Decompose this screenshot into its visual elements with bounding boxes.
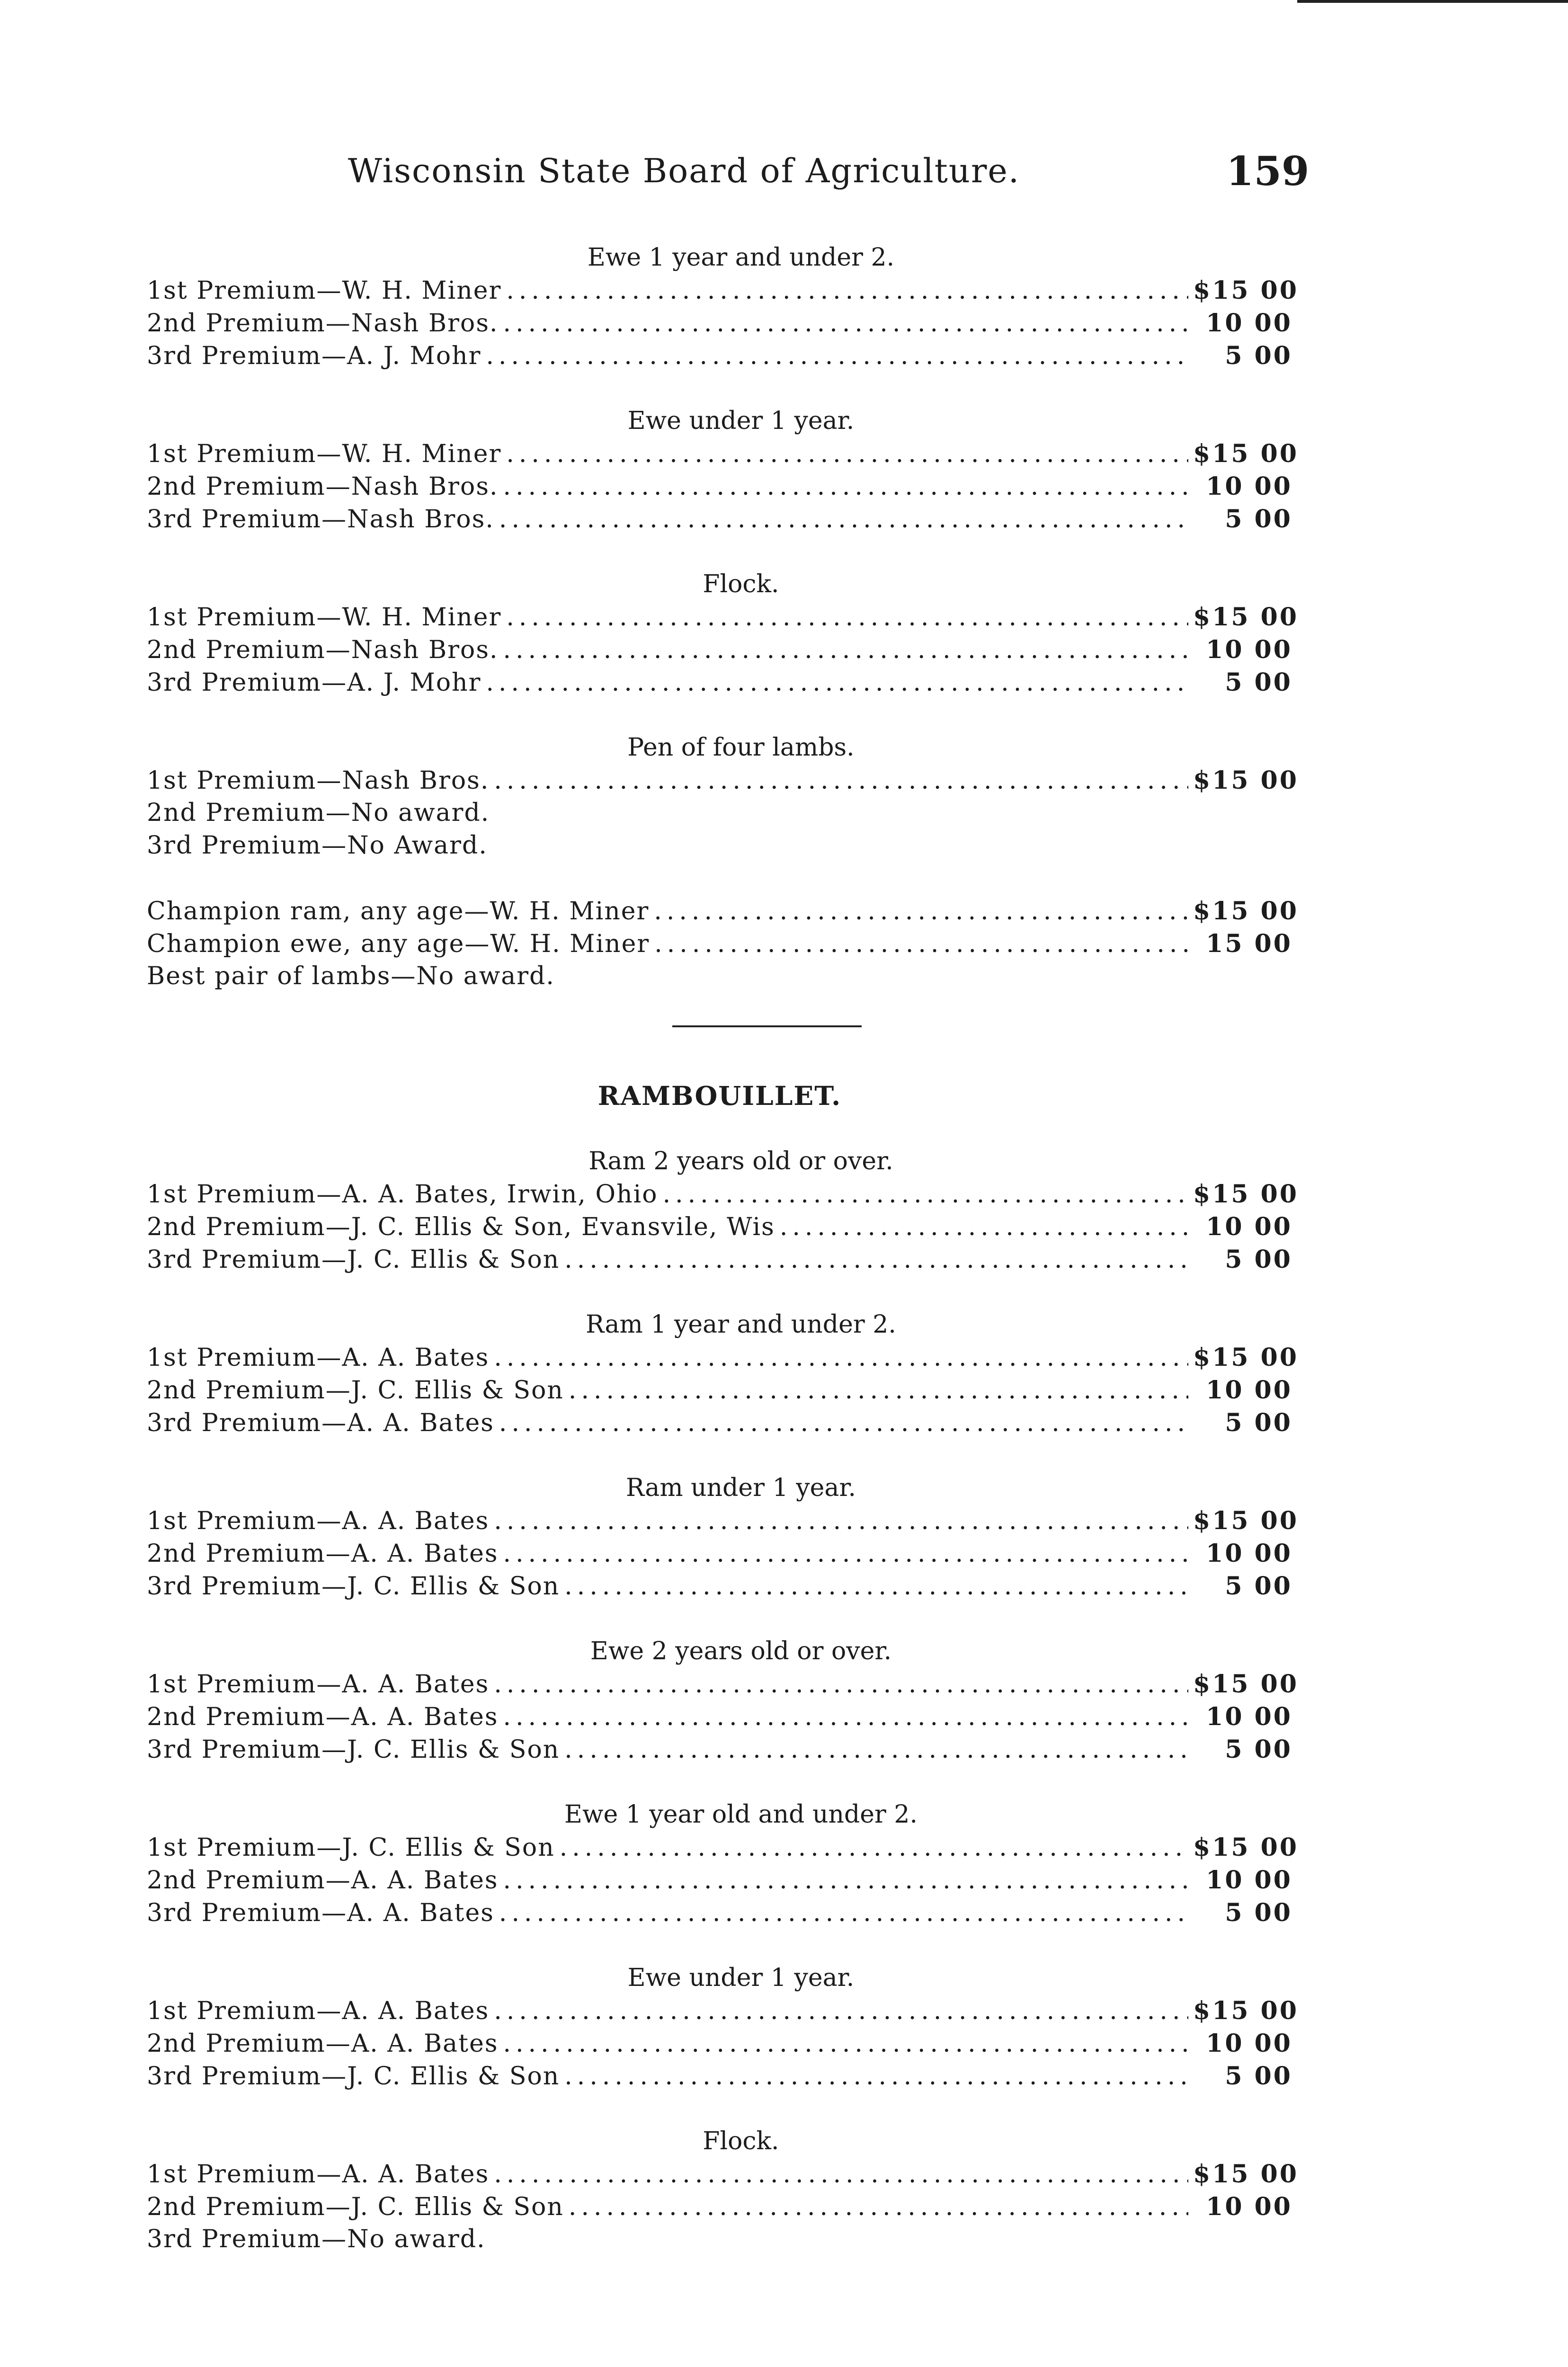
award-category: [147, 1472, 1299, 1602]
award-category: [147, 2125, 1299, 2256]
award-row: [147, 895, 1299, 927]
dot-leader: [503, 1701, 1188, 1734]
award-amount: $15 00: [1193, 603, 1299, 632]
award-row: [147, 2190, 1292, 2223]
award-label: 2nd Premium—J. C. Ellis & Son: [147, 1376, 564, 1405]
award-category: [147, 1145, 1299, 1276]
award-row: [147, 437, 1299, 470]
award-amount: $15 00: [1193, 766, 1299, 795]
page-number: 159: [1226, 148, 1310, 195]
award-category: [147, 1635, 1299, 1766]
award-amount: 10 00: [1206, 1212, 1292, 1241]
dot-leader: [486, 340, 1189, 373]
award-amount: $15 00: [1193, 1506, 1299, 1535]
dot-leader: [503, 1538, 1188, 1570]
dot-leader: [499, 503, 1188, 536]
award-amount: 5 00: [1225, 341, 1292, 370]
award-amount: 5 00: [1225, 2062, 1292, 2091]
award-amount: 10 00: [1206, 472, 1292, 501]
award-label: 1st Premium—A. A. Bates, Irwin, Ohio: [147, 1180, 658, 1209]
award-label: 3rd Premium—J. C. Ellis & Son: [147, 2062, 560, 2091]
award-label: 3rd Premium—No Award.: [147, 831, 488, 860]
dot-leader: [494, 765, 1188, 797]
award-label: 3rd Premium—J. C. Ellis & Son: [147, 1572, 560, 1601]
dot-leader: [499, 1897, 1188, 1930]
dot-leader: [569, 2191, 1188, 2224]
award-row: [147, 339, 1292, 372]
award-label: Best pair of lambs—No award.: [147, 962, 555, 990]
award-row: [147, 307, 1292, 339]
award-row: [147, 1994, 1299, 2027]
award-amount: $15 00: [1193, 276, 1299, 305]
category-title: Ram 1 year and under 2.: [586, 1310, 896, 1339]
award-label: Champion ram, any age—W. H. Miner: [147, 897, 650, 925]
award-row: [147, 503, 1292, 535]
award-category: [147, 405, 1299, 535]
award-label: 3rd Premium—A. J. Mohr: [147, 668, 481, 697]
award-amount: 10 00: [1206, 1376, 1292, 1405]
award-row: [147, 274, 1299, 307]
award-row: [147, 1243, 1292, 1276]
award-row: [147, 2060, 1292, 2092]
dot-leader: [503, 2028, 1188, 2060]
section-spacer: [147, 1112, 1292, 1145]
award-amount: $15 00: [1193, 1180, 1299, 1209]
dot-leader: [494, 1342, 1188, 1374]
award-amount: 10 00: [1206, 2029, 1292, 2058]
dot-leader: [663, 1178, 1188, 1211]
award-row: [147, 1406, 1292, 1439]
award-row: [147, 1896, 1292, 1929]
dot-leader: [560, 1832, 1188, 1864]
award-label: 1st Premium—A. A. Bates: [147, 1997, 490, 2025]
award-amount: $15 00: [1193, 1996, 1299, 2025]
award-label: 1st Premium—A. A. Bates: [147, 2160, 490, 2189]
award-amount: $15 00: [1193, 897, 1299, 925]
award-row: [147, 1178, 1299, 1210]
award-row: [147, 666, 1292, 699]
document-body: [147, 241, 1299, 2288]
category-title: Ewe under 1 year.: [627, 407, 855, 435]
award-label: 2nd Premium—A. A. Bates: [147, 1866, 499, 1895]
award-amount: 5 00: [1225, 1572, 1292, 1601]
award-row: [147, 1341, 1299, 1374]
award-label: 3rd Premium—Nash Bros.: [147, 505, 494, 534]
award-row: [147, 1210, 1292, 1243]
award-label: 1st Premium—W. H. Miner: [147, 440, 502, 468]
award-label: 2nd Premium—J. C. Ellis & Son, Evansvile, Wis: [147, 1213, 775, 1241]
award-label: 3rd Premium—No award.: [147, 2225, 486, 2253]
award-row: [147, 2158, 1299, 2190]
award-row: [147, 960, 1292, 993]
award-amount: 5 00: [1225, 1735, 1292, 1764]
shropshire-continued-awards: [147, 241, 1299, 862]
award-amount: 10 00: [1206, 635, 1292, 664]
award-row: [147, 2027, 1292, 2060]
award-amount: $15 00: [1193, 439, 1299, 468]
category-title: Ram 2 years old or over.: [588, 1147, 893, 1175]
dot-leader: [503, 634, 1188, 667]
award-category: [147, 1798, 1299, 1929]
dot-leader: [503, 471, 1188, 503]
award-row: [147, 1831, 1299, 1864]
award-amount: 10 00: [1206, 309, 1292, 338]
dot-leader: [564, 1570, 1188, 1603]
award-category: [147, 1308, 1299, 1439]
dot-leader: [780, 1211, 1188, 1244]
award-row: [147, 470, 1292, 503]
dot-leader: [654, 895, 1188, 928]
award-row: [147, 1504, 1299, 1537]
award-label: 3rd Premium—A. A. Bates: [147, 1409, 494, 1437]
award-amount: $15 00: [1193, 1833, 1299, 1862]
award-row: [147, 1733, 1292, 1766]
award-category: [147, 568, 1299, 699]
award-amount: $15 00: [1193, 1343, 1299, 1372]
award-row: [147, 1374, 1292, 1406]
award-label: 2nd Premium—A. A. Bates: [147, 2029, 499, 2058]
award-amount: 5 00: [1225, 505, 1292, 534]
award-row: [147, 1537, 1292, 1570]
award-label: 3rd Premium—A. A. Bates: [147, 1899, 494, 1927]
champion-awards: [147, 895, 1299, 993]
dot-leader: [503, 1864, 1188, 1897]
award-amount: 10 00: [1206, 1702, 1292, 1731]
dot-leader: [564, 2060, 1188, 2093]
award-label: 2nd Premium—A. A. Bates: [147, 1703, 499, 1731]
award-row: [147, 797, 1292, 829]
award-amount: 10 00: [1206, 2192, 1292, 2221]
award-label: 1st Premium—A. A. Bates: [147, 1670, 490, 1699]
category-title: Ewe 2 years old or over.: [590, 1637, 892, 1665]
award-label: 3rd Premium—A. J. Mohr: [147, 342, 481, 370]
dot-leader: [503, 307, 1188, 340]
dot-leader: [654, 928, 1188, 961]
category-title: Ram under 1 year.: [625, 1474, 856, 1502]
award-label: 2nd Premium—No award.: [147, 799, 490, 827]
dot-leader: [494, 1995, 1188, 2028]
award-row: [147, 1570, 1292, 1602]
award-label: 1st Premium—A. A. Bates: [147, 1344, 490, 1372]
page-top-rule: [1297, 0, 1568, 3]
award-label: 2nd Premium—Nash Bros.: [147, 309, 499, 338]
award-row: [147, 1668, 1299, 1700]
award-label: 3rd Premium—J. C. Ellis & Son: [147, 1735, 560, 1764]
award-row: [147, 829, 1292, 862]
award-amount: $15 00: [1193, 1670, 1299, 1699]
section-divider: [672, 1025, 862, 1027]
award-label: 1st Premium—W. H. Miner: [147, 276, 502, 305]
award-label: 1st Premium—Nash Bros.: [147, 766, 490, 795]
award-label: 2nd Premium—A. A. Bates: [147, 1539, 499, 1568]
award-row: [147, 2223, 1292, 2256]
category-title: Flock.: [703, 570, 779, 598]
award-row: [147, 764, 1299, 797]
award-amount: $15 00: [1193, 2160, 1299, 2189]
section-title: RAMBOUILLET.: [597, 1080, 842, 1111]
dot-leader: [506, 438, 1188, 471]
award-amount: 15 00: [1206, 929, 1292, 958]
award-row: [147, 601, 1299, 633]
award-amount: 5 00: [1225, 1408, 1292, 1437]
award-amount: 10 00: [1206, 1866, 1292, 1895]
award-amount: 5 00: [1225, 668, 1292, 697]
rambouillet-awards: [147, 1145, 1299, 2256]
award-row: [147, 1700, 1292, 1733]
category-title: Flock.: [703, 2127, 779, 2155]
award-category: [147, 1962, 1299, 2092]
award-category: [147, 241, 1299, 372]
award-label: 2nd Premium—Nash Bros.: [147, 472, 499, 501]
award-label: 1st Premium—J. C. Ellis & Son: [147, 1833, 555, 1862]
award-label: 2nd Premium—J. C. Ellis & Son: [147, 2193, 564, 2221]
category-title: Ewe under 1 year.: [627, 1964, 855, 1992]
award-row: [147, 1864, 1292, 1896]
dot-leader: [564, 1734, 1188, 1766]
dot-leader: [499, 1407, 1188, 1440]
award-amount: 5 00: [1225, 1898, 1292, 1927]
award-category: [147, 731, 1299, 862]
category-title: Ewe 1 year and under 2.: [587, 243, 895, 272]
award-amount: 10 00: [1206, 1539, 1292, 1568]
award-amount: 5 00: [1225, 1245, 1292, 1274]
award-row: [147, 633, 1292, 666]
award-row: [147, 927, 1292, 960]
dot-leader: [494, 1668, 1188, 1701]
dot-leader: [569, 1374, 1188, 1407]
dot-leader: [506, 275, 1188, 307]
award-label: 2nd Premium—Nash Bros.: [147, 636, 499, 664]
dot-leader: [494, 1505, 1188, 1538]
category-title: Pen of four lambs.: [627, 733, 855, 762]
dot-leader: [506, 601, 1188, 634]
dot-leader: [494, 2158, 1188, 2191]
dot-leader: [486, 667, 1189, 699]
award-label: 1st Premium—A. A. Bates: [147, 1507, 490, 1535]
category-title: Ewe 1 year old and under 2.: [564, 1800, 918, 1829]
award-label: 3rd Premium—J. C. Ellis & Son: [147, 1246, 560, 1274]
award-label: 1st Premium—W. H. Miner: [147, 603, 502, 632]
dot-leader: [564, 1244, 1188, 1276]
running-head: Wisconsin State Board of Agriculture.: [348, 151, 1020, 190]
award-label: Champion ewe, any age—W. H. Miner: [147, 930, 650, 958]
